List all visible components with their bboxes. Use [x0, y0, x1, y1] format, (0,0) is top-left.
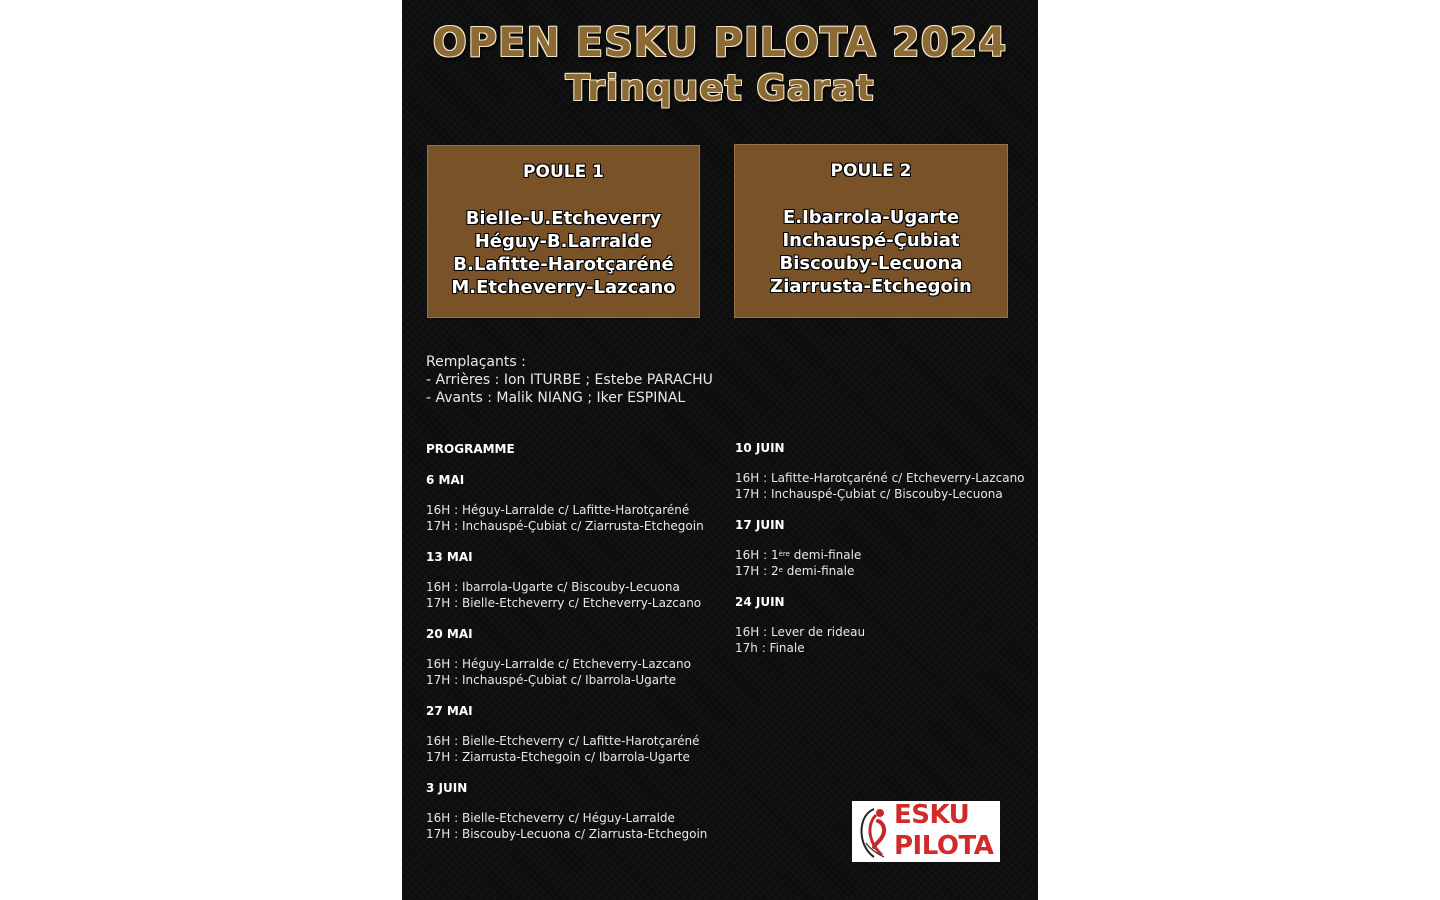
ordinal-suffix: ère	[778, 550, 790, 558]
match-line: 17H : Inchauspé-Çubiat c/ Ziarrusta-Etchegoin	[426, 518, 704, 533]
poule-team: Ziarrusta-Etchegoin	[770, 276, 972, 297]
match-line: 17H : Biscouby-Lecuona c/ Ziarrusta-Etchegoin	[426, 826, 708, 841]
date-heading: 10 JUIN	[735, 441, 785, 455]
match-line: 16H : Bielle-Etcheverry c/ Héguy-Larralde	[426, 811, 675, 825]
remplacants-heading: Remplaçants :	[426, 354, 526, 370]
poule-team: M.Etcheverry-Lazcano	[451, 277, 676, 298]
match-list	[426, 734, 726, 765]
match-line: 17H : Bielle-Etcheverry c/ Etcheverry-Lazcano	[426, 595, 702, 610]
poule-team: Inchauspé-Çubiat	[782, 230, 960, 251]
date-heading: 3 JUIN	[426, 781, 468, 795]
match-line: 16H : Héguy-Larralde c/ Lafitte-Harotçaréné	[426, 503, 690, 517]
poule-team: Biscouby-Lecuona	[779, 253, 963, 274]
match-list	[426, 811, 726, 842]
logo-text-esku: ESKU	[894, 801, 970, 830]
poule-team: Bielle-U.Etcheverry	[465, 208, 662, 229]
match-list	[426, 580, 726, 611]
poster	[402, 0, 1038, 900]
semifinal-line	[735, 548, 1035, 564]
remplacants-section	[426, 353, 713, 407]
programme-heading: PROGRAMME	[426, 442, 515, 456]
programme-right-column	[735, 440, 1035, 671]
semifinal-label: demi-finale	[782, 563, 855, 578]
poule-team: E.Ibarrola-Ugarte	[782, 207, 960, 228]
semifinal-prefix: 17H : 2	[735, 563, 779, 578]
date-heading: 20 MAI	[426, 627, 473, 641]
poule-team: B.Lafitte-Harotçaréné	[453, 254, 674, 275]
match-line: 17h : Finale	[735, 640, 805, 655]
match-line: 17H : Ziarrusta-Etchegoin c/ Ibarrola-Ugarte	[426, 749, 690, 764]
poule-2-box	[734, 144, 1008, 318]
remplacants-arrieres: - Arrières : Ion ITURBE ; Estebe PARACHU	[426, 372, 713, 388]
programme-left-column	[426, 441, 726, 857]
poule-1-teams	[428, 207, 699, 299]
poule-2-title: POULE 2	[830, 161, 912, 181]
poster-subtitle: Trinquet Garat	[565, 68, 875, 109]
date-heading: 6 MAI	[426, 473, 465, 487]
pelota-player-icon	[854, 803, 898, 860]
match-list	[735, 625, 1035, 656]
ordinal-suffix: e	[778, 565, 783, 574]
match-line: 16H : Héguy-Larralde c/ Etcheverry-Lazcano	[426, 657, 691, 671]
match-list	[735, 548, 1035, 579]
poster-title: OPEN ESKU PILOTA 2024	[432, 20, 1008, 66]
poule-team: Héguy-B.Larralde	[474, 231, 653, 252]
poule-2-teams	[735, 206, 1007, 298]
match-line: 17H : Inchauspé-Çubiat c/ Biscouby-Lecuona	[735, 486, 1003, 501]
match-line: 16H : Lafitte-Harotçaréné c/ Etcheverry-Lazcano	[735, 471, 1025, 485]
poule-1-box	[427, 145, 700, 318]
match-list	[426, 503, 726, 534]
match-line: 16H : Lever de rideau	[735, 625, 866, 639]
semifinal-label: demi-finale	[789, 548, 862, 562]
esku-pilota-logo	[852, 801, 1000, 862]
date-heading: 13 MAI	[426, 550, 473, 564]
logo-text-pilota: PILOTA	[894, 831, 994, 861]
match-line: 16H : Ibarrola-Ugarte c/ Biscouby-Lecuona	[426, 580, 680, 594]
match-line: 17H : Inchauspé-Çubiat c/ Ibarrola-Ugarte	[426, 672, 677, 687]
date-heading: 27 MAI	[426, 704, 473, 718]
semifinal-prefix: 16H : 1	[735, 548, 779, 562]
match-list	[426, 657, 726, 688]
match-list	[735, 471, 1035, 502]
match-line: 16H : Bielle-Etcheverry c/ Lafitte-Harotçaréné	[426, 734, 700, 748]
poule-1-title: POULE 1	[523, 162, 604, 182]
semifinal-line	[735, 564, 1035, 580]
date-heading: 24 JUIN	[735, 595, 785, 609]
date-heading: 17 JUIN	[735, 518, 785, 532]
remplacants-avants: - Avants : Malik NIANG ; Iker ESPINAL	[426, 390, 686, 406]
